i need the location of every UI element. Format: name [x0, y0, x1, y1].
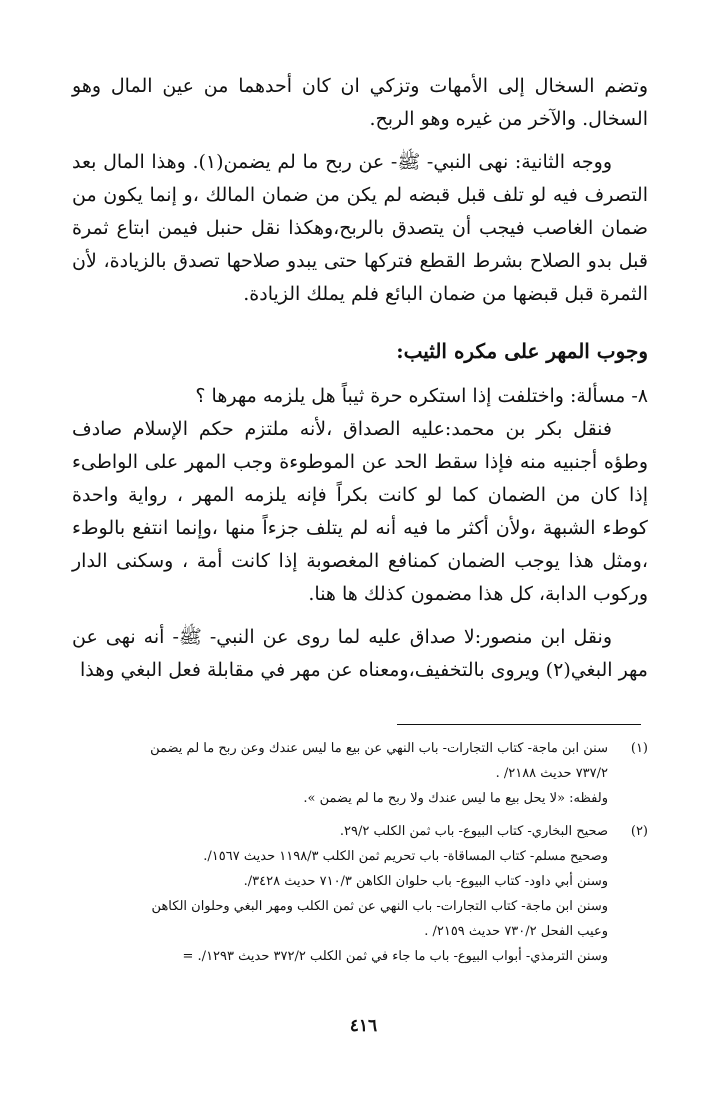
footnote-line: وسنن ابن ماجة- كتاب التجارات- باب النهي عن ثمن الكلب ومهر البغي وحلوان الكاهن: [151, 899, 608, 914]
text-line: الثمرة قبل قبضها من ضمان البائع فلم يملك الزيادة.: [243, 283, 648, 305]
footnote-1: [60, 736, 648, 811]
footnote-line: ولفظه: «لا يحل بيع ما ليس عندك ولا ربح ما لم يضمن ».: [303, 791, 608, 806]
issue-statement: [72, 380, 648, 413]
text-line: والآخر من غيره وهو الربح.: [369, 108, 577, 130]
footnote-line: صحيح البخاري- كتاب البيوع- باب ثمن الكلب ٢٩/٢.: [339, 824, 608, 839]
text-line: هذا مضمون كذلك ها هنا.: [308, 583, 504, 605]
footnote-divider: [397, 724, 641, 725]
text-line: بدو الصلاح بشرط القطع فتركها حتى يبدو صلاحها تصدق بالزيادة، لأن: [72, 250, 613, 272]
paragraph-2: [72, 146, 648, 311]
text-line: وتضم السخال إلى الأمهات وتزكي ان كان أحدهما من عين المال وهو السخال.: [72, 75, 648, 130]
text-line: الضمان كما لو كانت بكراً فإنه يلزمه المهر ، رواية واحدة كوطء الشبهة ،ولأن: [72, 484, 648, 539]
footnote-line: وعيب الفحل ٧٣٠/٢ حديث ٢١٥٩/ .: [424, 924, 608, 939]
footnote-number: (٢): [630, 824, 648, 839]
text-line: ٨- مسألة: واختلفت إذا استكره حرة ثيباً هل يلزمه مهرها ؟: [195, 385, 648, 407]
paragraph-4: [72, 413, 648, 611]
text-line: الضمان كمنافع المغصوبة إذا كانت أمة ، وسكنى الدار وركوب الدابة، كل: [72, 550, 648, 605]
footnotes: [60, 736, 648, 977]
text-line: ووجه الثانية: نهى النبي- ﷺ- عن ربح ما لم يضمن(١). وهذا المال بعد: [72, 151, 612, 173]
footnote-2: [60, 819, 648, 969]
text-line: التصرف فيه لو تلف قبل قبضه لم يكن من ضمان المالك ،و إنما يكون من ضمان: [72, 184, 648, 239]
text-line: أجنبيه منه فإذا سقط الحد عن الموطوءة وجب المهر على الواطىء إذا كان من: [72, 451, 648, 506]
footnote-text: [60, 819, 608, 969]
footnote-line: وسنن أبي داود- كتاب البيوع- باب حلوان الكاهن ٧١٠/٣ حديث ٣٤٢٨/.: [243, 874, 608, 889]
footnote-text: [60, 736, 608, 811]
text-line: الغاصب فيجب أن يتصدق بالربح،وهكذا نقل حنبل فيمن ابتاع ثمرة قبل: [72, 217, 649, 272]
footnote-line: سنن ابن ماجة- كتاب التجارات- باب النهي عن بيع ما ليس عندك وعن ربح ما لم يضمن: [150, 741, 608, 756]
page-number: ٤١٦: [349, 1016, 378, 1036]
paragraph-1: [72, 70, 648, 136]
footnote-line: ٧٣٧/٢ حديث ٢١٨٨/ .: [495, 766, 608, 781]
text-line: مهر البغي(٢) ويروى بالتخفيف،ومعناه عن مهر في مقابلة فعل البغي وهذا: [79, 659, 648, 681]
footnote-line: وصحيح مسلم- كتاب المساقاة- باب تحريم ثمن الكلب ١١٩٨/٣ حديث ١٥٦٧/.: [203, 849, 608, 864]
footnote-number: (١): [630, 741, 648, 756]
text-line: أكثر ما فيه أنه لم يتلف جزءاً منها ،وإنما انتفع بالوطء ،ومثل هذا يوجب: [72, 517, 648, 572]
text-line: فنقل بكر بن محمد:عليه الصداق ،لأنه ملتزم حكم الإسلام صادف وطؤه: [72, 418, 648, 473]
paragraph-5: [72, 621, 648, 687]
text-line: ونقل ابن منصور:لا صداق عليه لما روى عن النبي- ﷺ- أنه نهى عن: [72, 626, 612, 648]
footnote-line: وسنن الترمذي- أبواب البيوع- باب ما جاء في ثمن الكلب ٣٧٢/٢ حديث ١٢٩٣/. =: [182, 949, 608, 964]
section-heading: وجوب المهر على مكره الثيب:: [396, 339, 648, 363]
main-text: [72, 70, 648, 687]
